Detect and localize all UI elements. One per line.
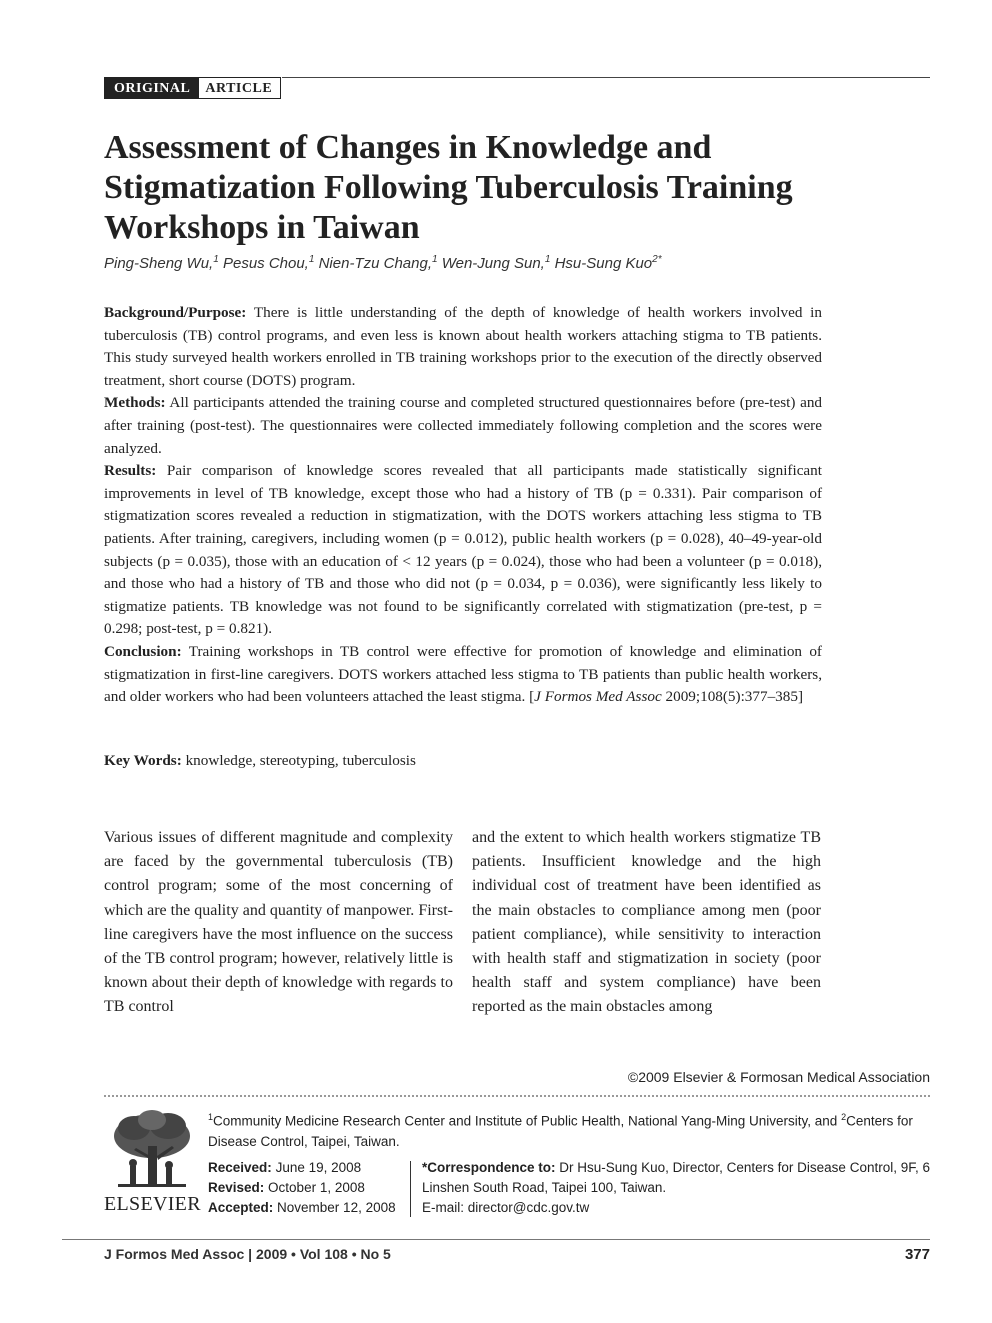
- vertical-divider: [410, 1161, 411, 1217]
- body-column-right: and the extent to which health workers stigmatize TB patients. Insufficient knowledge and the high individual cost of treatment have been identified as the main obstacles to compliance among men (poor patient compliance), while sensitivity to interaction with health staff and stigmatization in society (poor health staff and system compliance) have been reported as the main obstacles among: [472, 829, 821, 1016]
- accepted-date: Accepted: November 12, 2008: [208, 1200, 396, 1215]
- correspondence-email[interactable]: E-mail: director@cdc.gov.tw: [422, 1200, 590, 1215]
- author: Pesus Chou,$^1$: [222, 254, 315, 272]
- paper-title: Assessment of Changes in Knowledge and Stigmatization Following Tuberculosis Training Workshops in Taiwan: [104, 129, 793, 246]
- author: Hsu-Sung Kuo$^{2*}$: [554, 254, 662, 272]
- author-list: [104, 254, 924, 272]
- author: Wen-Jung Sun,$^1$: [441, 254, 551, 272]
- abstract: [104, 302, 822, 709]
- author: Ping-Sheng Wu,$^1$: [104, 254, 219, 272]
- abstract-conclusion: Conclusion: Training workshops in TB control were effective for promotion of knowledge and elimination of stigmatization in first-line caregivers. DOTS workers attached less stigma to TB patients than public health workers, and older workers who had been volunteers attached the least stigma. [J Formos Med Assoc 2009;108(5):377–385]: [104, 642, 822, 706]
- footer-rule: [62, 1239, 930, 1240]
- tag-original: ORIGINAL: [104, 77, 198, 99]
- revised-date: Revised: October 1, 2008: [208, 1180, 365, 1195]
- abstract-background: Background/Purpose: There is little understanding of the depth of knowledge of health workers involved in tuberculosis (TB) control programs, and even less is known about health workers attaching stigma to TB patients. This study surveyed health workers enrolled in TB training workshops prior to the execution of the directly observed treatment, short course (DOTS) program.: [104, 304, 822, 389]
- author: Nien-Tzu Chang,$^1$: [318, 254, 438, 272]
- journal-footer: J Formos Med Assoc | 2009 • Vol 108 • No 5: [104, 1246, 391, 1262]
- keywords: Key Words: knowledge, stereotyping, tuberculosis: [104, 752, 416, 769]
- body-column-left: Various issues of different magnitude and complexity are faced by the governmental tuberculosis (TB) control program; some of the most concerning of which are the quality and quantity of manpower. First-line caregivers have the most influence on the success of the TB control program; however, relatively little is known about their depth of knowledge with regards to TB control: [104, 829, 453, 1016]
- dotted-divider: [104, 1095, 930, 1097]
- elsevier-logo-text: ELSEVIER: [104, 1193, 201, 1215]
- copyright-notice: ©2009 Elsevier & Formosan Medical Association: [627, 1069, 930, 1085]
- article-type-tag: [104, 77, 281, 99]
- tag-article: ARTICLE: [198, 77, 281, 99]
- abstract-methods: Methods: All participants attended the training course and completed structured questionnaires before (pre-test) and after training (post-test). The questionnaires were collected immediately following completion and the scores were analyzed.: [104, 394, 823, 457]
- affiliations: $^1$Community Medicine Research Center and Institute of Public Health, National Yang-Ming University, and $^2$Centers for Disease Control, Taipei, Taiwan.: [208, 1112, 913, 1149]
- correspondence: *Correspondence to: Dr Hsu-Sung Kuo, Director, Centers for Disease Control, 9F, 6 Linshen South Road, Taipei 100, Taiwan. E-mail: director@cdc.gov.tw: [422, 1158, 930, 1218]
- page-number: 377: [904, 1246, 930, 1263]
- received-date: Received: June 19, 2008: [208, 1160, 362, 1175]
- header-rule: [282, 77, 930, 78]
- article-dates: [208, 1158, 408, 1218]
- abstract-results: Results: Pair comparison of knowledge scores revealed that all participants made statistically significant improvements in level of TB knowledge, except those who had a history of TB (p = 0.331). Pair comparison of stigmatization scores revealed a reduction in stigmatization, with the DOTS workers attaching less stigma to TB patients. After training, caregivers, including women (p = 0.012), public health workers (p = 0.028), 40–49-year-old subjects (p = 0.035), those with an education of < 12 years (p = 0.024), those who had been a volunteer (p = 0.018), and those who had a history of TB and those who did not (p = 0.034, p = 0.036), were significantly less likely to stigmatize patients. TB knowledge was not found to be significantly correlated with stigmatization (pre-test, p = 0.298; post-test, p = 0.821).: [104, 462, 822, 638]
